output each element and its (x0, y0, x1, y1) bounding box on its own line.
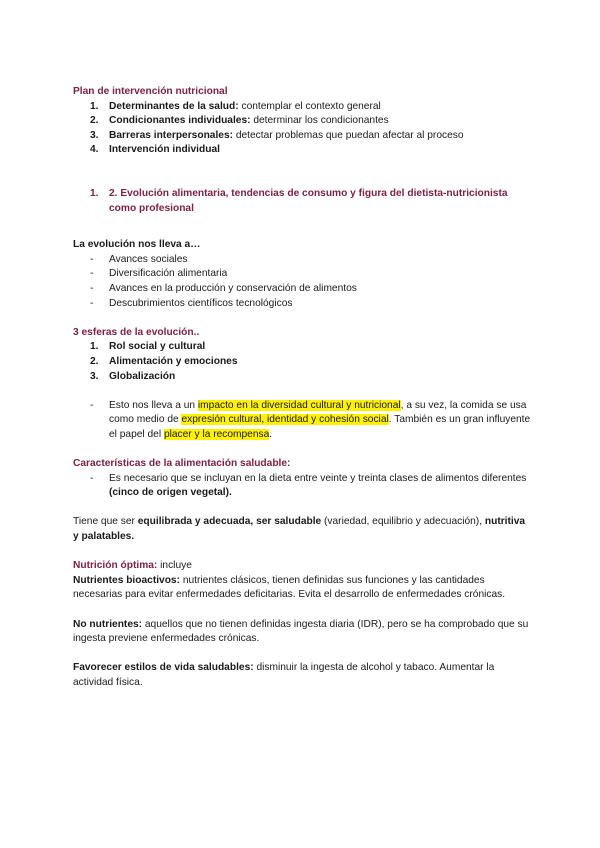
esfera-item (73, 340, 533, 355)
section2-list (73, 187, 533, 216)
list-item (73, 472, 533, 501)
dash-bullet: - (90, 268, 94, 280)
plan-item-desc: determinar los condicionantes (250, 115, 389, 127)
paragraph-text: aquellos que no tienen definidas ingesta diaria (IDR), pero se ha comprobado que su ingesta previene enfermedades crónicas. (73, 618, 529, 645)
list-number: 1. (90, 100, 99, 112)
list-number: 4. (90, 144, 99, 156)
spacer (73, 216, 533, 238)
spacer (73, 384, 533, 399)
list-number: 3. (90, 370, 99, 382)
dash-bullet: - (90, 253, 94, 265)
paragraph-text: Tiene que ser (73, 516, 138, 528)
note-text: . También es un gran influyente el papel del (109, 414, 531, 440)
plan-item (73, 129, 533, 144)
paragraph-text: (variedad, equilibrio y adecuación), (321, 516, 485, 528)
evolucion-intro: La evolución nos lleva a… (73, 239, 201, 251)
esfera-text: Alimentación y emociones (109, 355, 238, 367)
tiene-paragraph (73, 515, 533, 544)
plan-item (73, 100, 533, 115)
list-number: 2. (90, 355, 99, 367)
evolucion-list (73, 253, 533, 311)
esferas-list (73, 340, 533, 384)
plan-item-term: Intervención individual (109, 144, 220, 156)
esfera-text: Globalización (109, 370, 176, 382)
paragraph-text: nutrientes clásicos, tienen definidas sus funciones y las cantidades necesarias para evitar enfermedades deficitarias. Evita el desarrollo de enfermedades crónicas. (73, 574, 506, 601)
paragraph-text: disminuir la ingesta de alcohol y tabaco. Aumentar la actividad física. (73, 662, 495, 688)
esfera-item (73, 370, 533, 385)
esferas-title: 3 esferas de la evolución.. (73, 326, 200, 338)
esfera-item (73, 355, 533, 370)
spacer (73, 501, 533, 516)
spacer (73, 647, 533, 662)
list-item (73, 297, 533, 312)
plan-item (73, 114, 533, 129)
dash-bullet: - (90, 399, 94, 411)
list-number: 3. (90, 129, 99, 141)
plan-item-desc: contemplar el contexto general (238, 100, 381, 112)
paragraph-bold: nutritiva y palatables. (73, 516, 526, 543)
list-item (73, 267, 533, 282)
paragraph-bold: Favorecer estilos de vida saludables: (73, 662, 254, 674)
list-item (73, 253, 533, 268)
list-item-bold: (cinco de origen vegetal). (109, 487, 232, 499)
plan-title: Plan de intervención nutricional (73, 86, 228, 97)
paragraph-bold: equilibrada y adecuada, ser saludable (137, 516, 322, 528)
caracteristicas-title: Características de la alimentación saludable: (73, 458, 291, 470)
list-number: 1. (90, 187, 99, 199)
note-text: . (269, 428, 273, 440)
caracteristicas-list (73, 472, 533, 501)
list-number: 2. (90, 115, 99, 127)
bioactivos-paragraph (73, 574, 533, 603)
plan-list (73, 100, 533, 158)
spacer (73, 442, 533, 457)
no-nutrientes-paragraph (73, 618, 533, 647)
plan-item (73, 143, 533, 158)
section2-title: 2. Evolución alimentaria, tendencias de consumo y figura del dietista-nutricionista como profesional (109, 187, 508, 214)
list-item-text: Descubrimientos científicos tecnológicos (109, 297, 293, 309)
paragraph-text: incluye (157, 560, 192, 572)
spacer (73, 311, 533, 326)
esferas-note (73, 399, 533, 443)
note-text: Esto nos lleva a un (109, 399, 198, 411)
esfera-text: Rol social y cultural (109, 341, 206, 353)
paragraph-bold: No nutrientes: (73, 618, 143, 630)
list-item-text: Diversificación alimentaria (109, 268, 228, 280)
spacer (73, 603, 533, 618)
list-item (73, 282, 533, 297)
document-body (73, 85, 533, 691)
highlight-text: placer y la recompensa (163, 428, 270, 440)
list-item-text: Es necesario que se incluyan en la dieta entre veinte y treinta clases de alimentos diferentes (109, 472, 527, 484)
optima-label: Nutrición óptima: (73, 560, 158, 572)
estilos-paragraph (73, 661, 533, 690)
plan-item-term: Determinantes de la salud: (109, 100, 239, 112)
plan-item-term: Barreras interpersonales: (109, 129, 234, 141)
list-item-text: Avances sociales (109, 253, 188, 265)
spacer (73, 545, 533, 560)
dash-bullet: - (90, 472, 94, 484)
esferas-note-list (73, 399, 533, 443)
note-text: , a su vez, la comida se usa como medio de (109, 399, 527, 426)
spacer (73, 158, 533, 187)
list-item-text: Avances en la producción y conservación de alimentos (109, 282, 357, 294)
list-number: 1. (90, 341, 99, 353)
plan-item-term: Condicionantes individuales: (109, 115, 251, 127)
section2-heading (73, 187, 533, 216)
paragraph-bold: Nutrientes bioactivos: (73, 574, 180, 586)
dash-bullet: - (90, 282, 94, 294)
dash-bullet: - (90, 297, 94, 309)
plan-item-desc: detectar problemas que puedan afectar al proceso (233, 129, 464, 141)
highlight-text: impacto en la diversidad cultural y nutricional (197, 399, 401, 411)
optima-line (73, 559, 533, 574)
highlight-text: expresión cultural, identidad y cohesión social (181, 414, 389, 426)
